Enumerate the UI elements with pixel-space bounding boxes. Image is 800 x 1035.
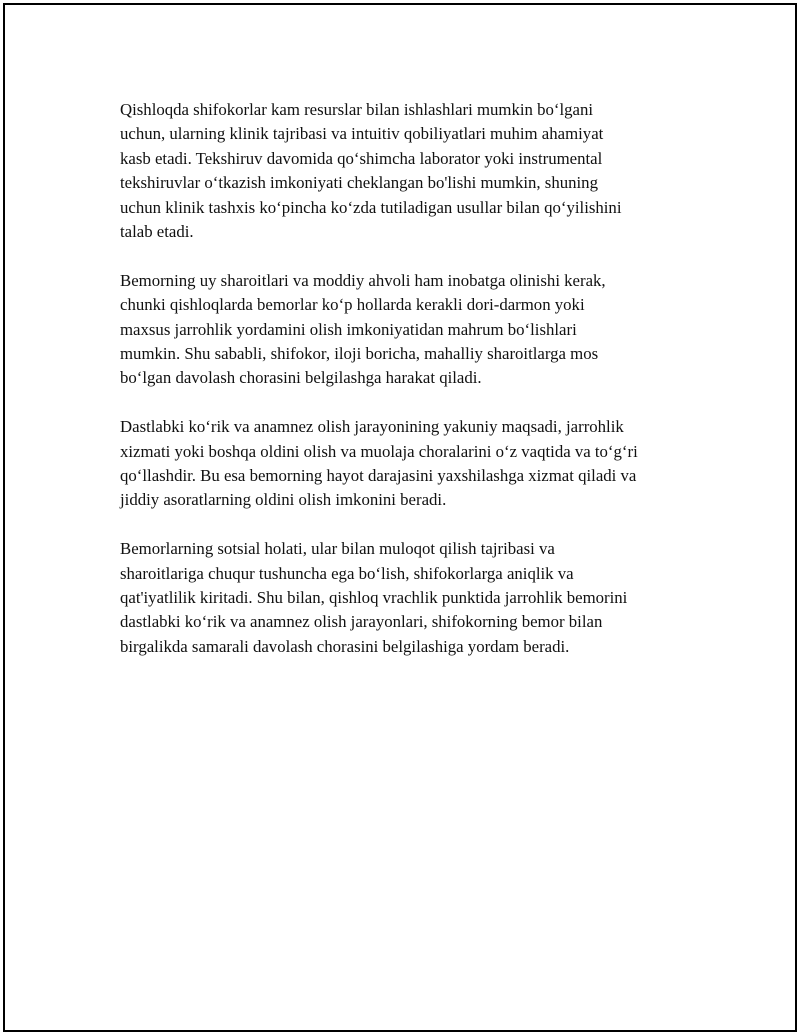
text-line: Bemorlarning sotsial holati, ular bilan muloqot qilish tajribasi va bbox=[120, 539, 555, 559]
paragraph-1 bbox=[120, 98, 710, 244]
text-line: sharoitlariga chuqur tushuncha ega bo‘lish, shifokorlarga aniqlik va bbox=[120, 563, 574, 583]
text-line: kasb etadi. Tekshiruv davomida qo‘shimcha laborator yoki instrumental bbox=[120, 148, 603, 168]
document-body bbox=[120, 98, 710, 684]
text-line: tekshiruvlar o‘tkazish imkoniyati cheklangan bo'lishi mumkin, shuning bbox=[120, 173, 598, 193]
paragraph-3 bbox=[120, 415, 710, 513]
text-line: bo‘lgan davolash chorasini belgilashga harakat qiladi. bbox=[120, 368, 482, 388]
text-line: xizmati yoki boshqa oldini olish va muolaja choralarini o‘z vaqtida va to‘g‘ri bbox=[120, 441, 638, 461]
text-line: dastlabki ko‘rik va anamnez olish jarayonlari, shifokorning bemor bilan bbox=[120, 612, 603, 632]
text-line: Bemorning uy sharoitlari va moddiy ahvoli ham inobatga olinishi kerak, bbox=[120, 270, 606, 290]
text-line: talab etadi. bbox=[120, 222, 194, 242]
text-line: Dastlabki ko‘rik va anamnez olish jarayonining yakuniy maqsadi, jarrohlik bbox=[120, 417, 624, 437]
text-line: uchun, ularning klinik tajribasi va intuitiv qobiliyatlari muhim ahamiyat bbox=[120, 124, 604, 144]
text-line: birgalikda samarali davolash chorasini belgilashiga yordam beradi. bbox=[120, 636, 570, 656]
paragraph-2 bbox=[120, 269, 710, 391]
paragraph-4 bbox=[120, 537, 710, 659]
text-line: qo‘llashdir. Bu esa bemorning hayot darajasini yaxshilashga xizmat qiladi va bbox=[120, 466, 637, 486]
text-line: qat'iyatlilik kiritadi. Shu bilan, qishloq vrachlik punktida jarrohlik bemorini bbox=[120, 588, 628, 608]
document-page bbox=[3, 3, 797, 1032]
text-line: chunki qishloqlarda bemorlar ko‘p hollarda kerakli dori-darmon yoki bbox=[120, 295, 585, 315]
text-line: mumkin. Shu sababli, shifokor, iloji boricha, mahalliy sharoitlarga mos bbox=[120, 344, 599, 364]
text-line: uchun klinik tashxis ko‘pincha ko‘zda tutiladigan usullar bilan qo‘yilishini bbox=[120, 197, 622, 217]
text-line: jiddiy asoratlarning oldini olish imkonini beradi. bbox=[120, 490, 447, 510]
text-line: maxsus jarrohlik yordamini olish imkoniyatidan mahrum bo‘lishlari bbox=[120, 319, 577, 339]
text-line: Qishloqda shifokorlar kam resurslar bilan ishlashlari mumkin bo‘lgani bbox=[120, 100, 594, 119]
